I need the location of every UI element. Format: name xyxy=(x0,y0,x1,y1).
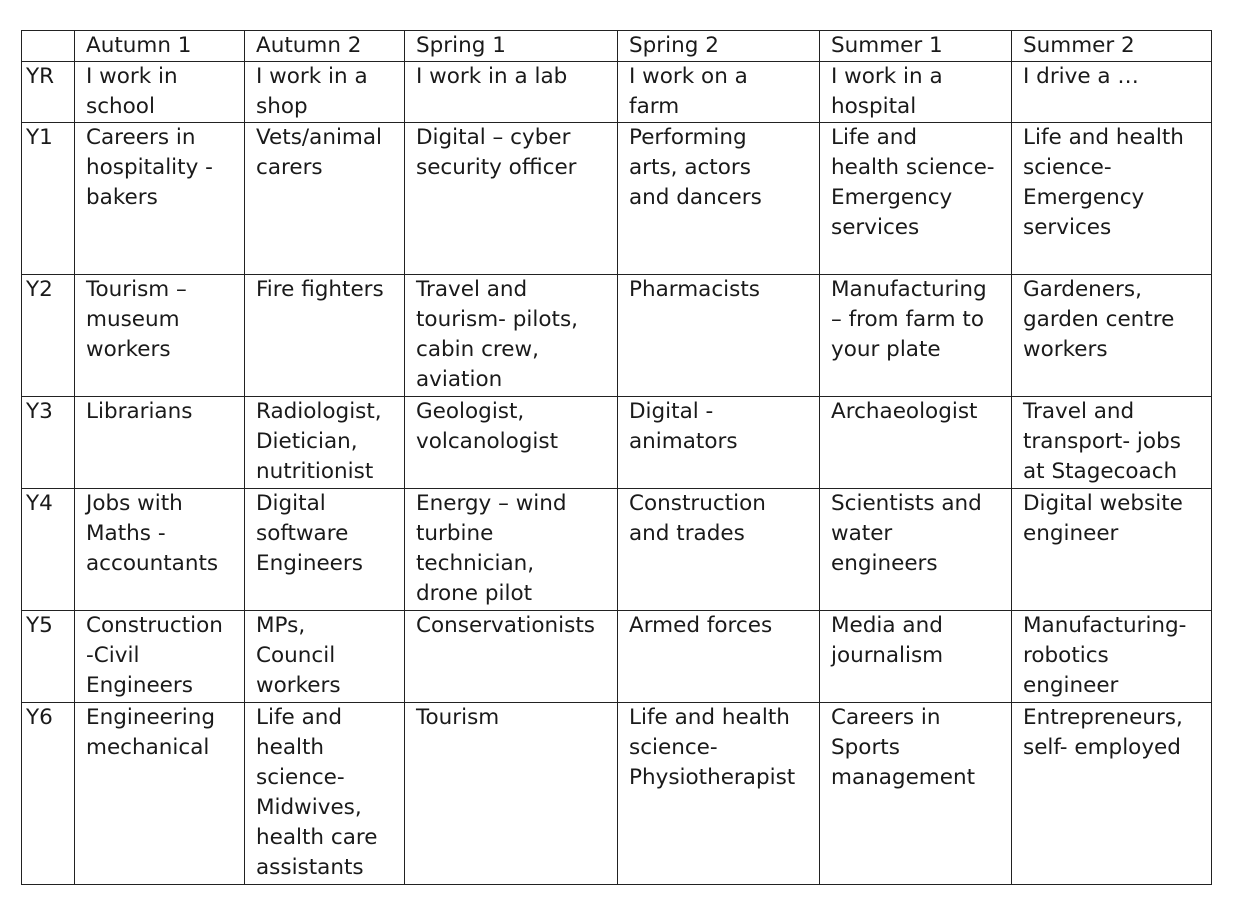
row-label: Y5 xyxy=(22,611,75,703)
table-row-y3 xyxy=(22,397,1212,489)
table-cell: I work on a farm xyxy=(618,62,820,123)
table-cell: Tourism xyxy=(405,703,618,885)
table-cell: Pharmacists xyxy=(618,275,820,397)
table-cell: Careers in hospitality - bakers xyxy=(75,123,245,275)
table-cell: Media and journalism xyxy=(820,611,1012,703)
header-row xyxy=(22,31,1212,62)
row-label: Y2 xyxy=(22,275,75,397)
table-cell: Jobs with Maths - accountants xyxy=(75,489,245,611)
row-label: Y4 xyxy=(22,489,75,611)
table-cell: Digital - animators xyxy=(618,397,820,489)
table-cell: Radiologist, Dietician, nutritionist xyxy=(245,397,405,489)
table-cell: Construction and trades xyxy=(618,489,820,611)
table-cell: Energy – wind turbine technician, drone pilot xyxy=(405,489,618,611)
column-header-summer-2: Summer 2 xyxy=(1012,31,1212,62)
table-row-y5 xyxy=(22,611,1212,703)
column-header-spring-2: Spring 2 xyxy=(618,31,820,62)
row-label: YR xyxy=(22,62,75,123)
table-cell: Performing arts, actors and dancers xyxy=(618,123,820,275)
table-cell: Conservationists xyxy=(405,611,618,703)
table-cell: Careers in Sports management xyxy=(820,703,1012,885)
table-cell: I work in a shop xyxy=(245,62,405,123)
row-label: Y6 xyxy=(22,703,75,885)
table-cell: Life and health science- Midwives, health care assistants xyxy=(245,703,405,885)
table-cell: Life and health science- Emergency services xyxy=(820,123,1012,275)
table-cell: Scientists and water engineers xyxy=(820,489,1012,611)
table-cell: Digital software Engineers xyxy=(245,489,405,611)
column-header-summer-1: Summer 1 xyxy=(820,31,1012,62)
table-cell: Fire fighters xyxy=(245,275,405,397)
table-cell: Digital – cyber security officer xyxy=(405,123,618,275)
table-cell: I work in a lab xyxy=(405,62,618,123)
table-row-y6 xyxy=(22,703,1212,885)
table-cell: I work in school xyxy=(75,62,245,123)
table-cell: Life and health science- Physiotherapist xyxy=(618,703,820,885)
table-cell: Librarians xyxy=(75,397,245,489)
table-cell: Digital website engineer xyxy=(1012,489,1212,611)
table-row-yr xyxy=(22,62,1212,123)
table-cell: Vets/animal carers xyxy=(245,123,405,275)
table-cell: Manufacturing – from farm to your plate xyxy=(820,275,1012,397)
table-row-y2 xyxy=(22,275,1212,397)
table-cell: Geologist, volcanologist xyxy=(405,397,618,489)
careers-curriculum-table xyxy=(21,30,1212,885)
table-cell: Gardeners, garden centre workers xyxy=(1012,275,1212,397)
row-label: Y1 xyxy=(22,123,75,275)
table-cell: I work in a hospital xyxy=(820,62,1012,123)
column-header-autumn-2: Autumn 2 xyxy=(245,31,405,62)
table-cell: Life and health science- Emergency services xyxy=(1012,123,1212,275)
table-cell: Entrepreneurs, self- employed xyxy=(1012,703,1212,885)
row-label: Y3 xyxy=(22,397,75,489)
table-cell: Armed forces xyxy=(618,611,820,703)
column-header-autumn-1: Autumn 1 xyxy=(75,31,245,62)
table-cell: Tourism – museum workers xyxy=(75,275,245,397)
table-row-y1 xyxy=(22,123,1212,275)
table-cell: Manufacturing- robotics engineer xyxy=(1012,611,1212,703)
table-row-y4 xyxy=(22,489,1212,611)
table-cell: Engineering mechanical xyxy=(75,703,245,885)
corner-cell xyxy=(22,31,75,62)
column-header-spring-1: Spring 1 xyxy=(405,31,618,62)
table-cell: Travel and transport- jobs at Stagecoach xyxy=(1012,397,1212,489)
table-cell: I drive a … xyxy=(1012,62,1212,123)
table-cell: Travel and tourism- pilots, cabin crew, aviation xyxy=(405,275,618,397)
table-cell: Construction -Civil Engineers xyxy=(75,611,245,703)
table-cell: MPs, Council workers xyxy=(245,611,405,703)
table-cell: Archaeologist xyxy=(820,397,1012,489)
